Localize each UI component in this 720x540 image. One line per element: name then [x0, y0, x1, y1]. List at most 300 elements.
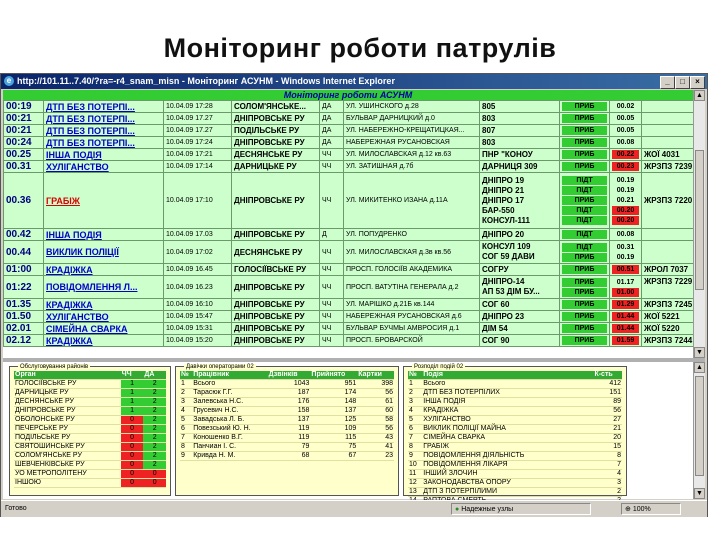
- event-index: 3: [408, 398, 422, 407]
- incident-row[interactable]: [4, 335, 694, 347]
- incident-unit-times: [610, 323, 642, 335]
- event-type-row[interactable]: [408, 434, 622, 443]
- scroll-up-icon[interactable]: ▲: [694, 362, 705, 373]
- event-type-name: СІМЕЙНА СВАРКА: [422, 434, 593, 443]
- patrol-unit: СОГ 90: [482, 335, 510, 345]
- operator-row[interactable]: [180, 398, 394, 407]
- incident-type-link[interactable]: ДТП БЕЗ ПОТЕРПІ...: [44, 113, 164, 125]
- unit-elapsed-time: 00.19: [616, 187, 635, 194]
- incident-units: [480, 264, 560, 276]
- patrol-unit: ДНІПРО 19: [482, 175, 525, 185]
- patrol-status-badge: ПРИБ: [562, 253, 607, 262]
- incident-registrations: [642, 335, 694, 347]
- unit-elapsed-time: 00.05: [616, 115, 635, 122]
- operator-calls: 1043: [268, 380, 311, 389]
- events-panel-title: Розподіл подій 02: [414, 364, 464, 370]
- incident-type-link[interactable]: КРАДІЖКА: [44, 264, 164, 276]
- incident-district: ГОЛОСІЇВСЬКЕ РУ: [232, 264, 320, 276]
- incident-type-link[interactable]: ІНША ПОДІЯ: [44, 149, 164, 161]
- incident-units: [480, 323, 560, 335]
- event-type-row[interactable]: [408, 488, 622, 497]
- column-header: ДА: [143, 371, 166, 380]
- patrol-unit: ДНІПРО 20: [482, 229, 525, 239]
- district-name: ІНШОЮ: [14, 479, 121, 488]
- scroll-up-icon[interactable]: ▲: [694, 90, 705, 101]
- operator-accepted: 174: [310, 389, 357, 398]
- registration-code: ЖОЇ 4031: [644, 149, 680, 159]
- event-type-name: ПОВІДОМЛЕННЯ ЛІКАРЯ: [422, 461, 593, 470]
- incident-statuses: [560, 161, 610, 173]
- event-type-row[interactable]: [408, 398, 622, 407]
- district-cc-count: 0: [121, 443, 144, 452]
- operator-row[interactable]: [180, 434, 394, 443]
- incident-type-link[interactable]: ІНША ПОДІЯ: [44, 229, 164, 241]
- patrol-unit: СОГ 60: [482, 299, 510, 309]
- unit-elapsed-time: 00.31: [616, 243, 635, 251]
- registration-code: ЖОЇ 5220: [644, 323, 680, 333]
- incidents-scrollbar[interactable]: [693, 90, 705, 358]
- zone-label: Надежные узлы: [461, 506, 514, 513]
- zoom-level: 100%: [632, 506, 651, 513]
- district-row[interactable]: [14, 425, 166, 434]
- incident-address: УЛ. НАБЕРЕЖНО-КРЕЩАТИЦКАЯ...: [344, 125, 480, 137]
- unit-elapsed-time: 00.51: [612, 265, 639, 274]
- district-cc-count: 1: [121, 398, 144, 407]
- district-row[interactable]: [14, 452, 166, 461]
- registration-code: [644, 252, 691, 262]
- incident-row[interactable]: [4, 125, 694, 137]
- operator-row[interactable]: [180, 452, 394, 461]
- incident-district: ДЕСНЯНСЬКЕ РУ: [232, 149, 320, 161]
- incident-statuses: [560, 323, 610, 335]
- district-row[interactable]: [14, 407, 166, 416]
- incident-registrations: [642, 264, 694, 276]
- operator-name: Грусевич Н.С.: [192, 407, 267, 416]
- patrol-status-badge: ПРИБ: [562, 312, 607, 321]
- incident-category: ДА: [320, 137, 344, 149]
- incident-category: ДА: [320, 125, 344, 137]
- district-name: СВЯТОШИНСЬКЕ РУ: [14, 443, 121, 452]
- incident-elapsed-time: 00.42: [4, 229, 44, 241]
- patrol-status-badge: ПРИБ: [562, 300, 607, 309]
- incident-datetime: 10.04.09 17:10: [164, 173, 232, 229]
- incident-district: ДНІПРОВСЬКЕ РУ: [232, 323, 320, 335]
- patrol-status-badge: ПРИБ: [562, 336, 607, 345]
- event-type-row[interactable]: [408, 407, 622, 416]
- event-type-row[interactable]: [408, 452, 622, 461]
- incident-unit-times: [610, 113, 642, 125]
- registration-code: [644, 186, 691, 196]
- incident-district: ДНІПРОВСЬКЕ РУ: [232, 137, 320, 149]
- incident-units: [480, 311, 560, 323]
- district-row[interactable]: [14, 416, 166, 425]
- scroll-thumb[interactable]: [695, 150, 704, 290]
- operator-row[interactable]: [180, 443, 394, 452]
- operator-calls: 187: [268, 389, 311, 398]
- district-row[interactable]: [14, 461, 166, 470]
- column-header: Прийнято: [310, 371, 357, 380]
- operator-index: 9: [180, 452, 192, 461]
- operator-row[interactable]: [180, 407, 394, 416]
- unit-elapsed-time: 00.19: [616, 177, 635, 184]
- incident-row[interactable]: [4, 149, 694, 161]
- incident-row[interactable]: [4, 241, 694, 264]
- incident-type-link[interactable]: ПОВІДОМЛЕННЯ Л...: [44, 276, 164, 299]
- unit-elapsed-time: 00.23: [612, 162, 639, 171]
- registration-code: ЖРЗПЗ 7229: [644, 277, 693, 286]
- incident-units: [480, 241, 560, 264]
- unit-elapsed-time: 00.21: [616, 197, 635, 204]
- event-index: 5: [408, 416, 422, 425]
- incident-type-link[interactable]: ДТП БЕЗ ПОТЕРПІ...: [44, 125, 164, 137]
- incident-category: ЧЧ: [320, 241, 344, 264]
- event-index: 13: [408, 488, 422, 497]
- patrol-status-badge: ПРИБ: [562, 126, 607, 135]
- column-header: №: [408, 371, 422, 380]
- incident-elapsed-time: 00.25: [4, 149, 44, 161]
- incident-statuses: [560, 125, 610, 137]
- maximize-button[interactable]: □: [675, 76, 690, 89]
- district-cc-count: 1: [121, 389, 144, 398]
- patrol-unit: ДНІПРО 21: [482, 185, 525, 195]
- incident-row[interactable]: [4, 229, 694, 241]
- district-name: ПОДІЛЬСЬКЕ РУ: [14, 434, 121, 443]
- operator-row[interactable]: [180, 416, 394, 425]
- minimize-button[interactable]: _: [660, 76, 675, 89]
- scroll-down-icon[interactable]: ▼: [694, 347, 705, 358]
- district-da-count: 0: [143, 470, 166, 479]
- event-type-name: ДТП БЕЗ ПОТЕРПІЛИХ: [422, 389, 593, 398]
- registration-code: [644, 138, 691, 148]
- summary-scrollbar[interactable]: [693, 362, 705, 499]
- event-type-row[interactable]: [408, 389, 622, 398]
- district-row[interactable]: [14, 398, 166, 407]
- district-row[interactable]: [14, 479, 166, 488]
- operator-accepted: 137: [310, 407, 357, 416]
- incident-address: УЛ. ЗАТИШНАЯ д.7б: [344, 161, 480, 173]
- incident-type-link[interactable]: ХУЛІГАНСТВО: [44, 161, 164, 173]
- incident-row[interactable]: [4, 264, 694, 276]
- browser-window: [0, 73, 708, 517]
- incident-district: СОЛОМ'ЯНСЬКЕ...: [232, 101, 320, 113]
- registration-code: [644, 230, 691, 240]
- incident-category: ЧЧ: [320, 264, 344, 276]
- patrol-unit: ДНІПРО 23: [482, 311, 525, 321]
- patrol-status-badge: ПІДТ: [562, 176, 607, 185]
- unit-elapsed-time: 01.44: [612, 312, 639, 321]
- table-header-row: [180, 371, 394, 380]
- incident-category: Д: [320, 229, 344, 241]
- incident-registrations: [642, 173, 694, 229]
- event-index: 6: [408, 425, 422, 434]
- incident-statuses: [560, 264, 610, 276]
- incident-type-link[interactable]: ХУЛІГАНСТВО: [44, 311, 164, 323]
- event-type-name: КРАДІЖКА: [422, 407, 593, 416]
- incident-units: [480, 101, 560, 113]
- unit-elapsed-time: 01.17: [616, 278, 635, 286]
- event-type-name: ГРАБІЖ: [422, 443, 593, 452]
- district-cc-count: 0: [121, 470, 144, 479]
- incident-unit-times: [610, 173, 642, 229]
- event-type-row[interactable]: [408, 425, 622, 434]
- incident-datetime: 10.04.09 17:21: [164, 149, 232, 161]
- district-cc-count: 1: [121, 407, 144, 416]
- incident-address: ПРОСП. ВАТУТІНА ГЕНЕРАЛА д.2: [344, 276, 480, 299]
- column-header: Дзвінків: [268, 371, 311, 380]
- unit-elapsed-time: 00.05: [616, 127, 635, 134]
- incident-district: ДНІПРОВСЬКЕ РУ: [232, 299, 320, 311]
- district-name: ДНІПРОВСЬКЕ РУ: [14, 407, 121, 416]
- incident-datetime: 10.04.09 17:28: [164, 101, 232, 113]
- incident-row[interactable]: [4, 173, 694, 229]
- incident-category: ДА: [320, 113, 344, 125]
- incident-district: ПОДІЛЬСЬКЕ РУ: [232, 125, 320, 137]
- patrol-status-badge: ПРИБ: [562, 138, 607, 147]
- patrol-status-badge: ПРИБ: [562, 196, 607, 205]
- registration-code: [644, 126, 691, 136]
- district-row[interactable]: [14, 389, 166, 398]
- district-cc-count: 0: [121, 479, 144, 488]
- incident-address: УЛ. МИКИТЕНКО ИЗАНА д.11А: [344, 173, 480, 229]
- operator-accepted: 75: [310, 443, 357, 452]
- incident-elapsed-time: 02.01: [4, 323, 44, 335]
- event-count: 89: [593, 398, 622, 407]
- incident-statuses: [560, 276, 610, 299]
- event-type-row[interactable]: [408, 461, 622, 470]
- patrol-unit: 803: [482, 137, 496, 147]
- unit-elapsed-time: 00.08: [616, 139, 635, 146]
- incident-registrations: [642, 149, 694, 161]
- incidents-pane: [3, 90, 705, 358]
- close-button[interactable]: ×: [690, 76, 705, 89]
- district-name: ДЕСНЯНСЬКЕ РУ: [14, 398, 121, 407]
- incident-row[interactable]: [4, 311, 694, 323]
- operator-name: Кривда Н. М.: [192, 452, 267, 461]
- event-index: 1: [408, 380, 422, 389]
- district-da-count: 0: [143, 479, 166, 488]
- event-type-name: ХУЛІГАНСТВО: [422, 416, 593, 425]
- incident-address: УЛ. МАРІШКО д.21Б кв.144: [344, 299, 480, 311]
- incident-type-link[interactable]: ДТП БЕЗ ПОТЕРПІ...: [44, 137, 164, 149]
- district-name: СОЛОМ'ЯНСЬКЕ РУ: [14, 452, 121, 461]
- incident-elapsed-time: 01:22: [4, 276, 44, 299]
- incident-elapsed-time: 00:21: [4, 125, 44, 137]
- incident-statuses: [560, 311, 610, 323]
- zoom-icon: ⊕: [625, 506, 633, 513]
- patrol-status-badge: ПРИБ: [562, 265, 607, 274]
- incident-registrations: [642, 311, 694, 323]
- incident-row[interactable]: [4, 299, 694, 311]
- district-row[interactable]: [14, 380, 166, 389]
- event-count: 3: [593, 479, 622, 488]
- incident-row[interactable]: [4, 161, 694, 173]
- district-cc-count: 1: [121, 380, 144, 389]
- operator-row[interactable]: [180, 380, 394, 389]
- patrol-unit: СОГРУ: [482, 264, 509, 274]
- incident-type-link[interactable]: КРАДІЖКА: [44, 335, 164, 347]
- status-bar: [1, 500, 707, 517]
- incident-row[interactable]: [4, 137, 694, 149]
- operator-cards: 23: [357, 452, 394, 461]
- event-count: 27: [593, 416, 622, 425]
- district-cc-count: 0: [121, 461, 144, 470]
- incident-statuses: [560, 101, 610, 113]
- operator-cards: 61: [357, 398, 394, 407]
- incident-registrations: [642, 113, 694, 125]
- patrol-status-badge: ПРИБ: [562, 150, 607, 159]
- event-type-name: ПОВІДОМЛЕННЯ ДІЯЛЬНІСТЬ: [422, 452, 593, 461]
- scroll-down-icon[interactable]: ▼: [694, 488, 705, 499]
- event-type-row[interactable]: [408, 380, 622, 389]
- incident-registrations: [642, 161, 694, 173]
- event-index: 12: [408, 479, 422, 488]
- incident-row[interactable]: [4, 276, 694, 299]
- registration-code: ЖОЇ 5221: [644, 311, 680, 321]
- incident-unit-times: [610, 229, 642, 241]
- incident-row[interactable]: [4, 113, 694, 125]
- operator-accepted: 115: [310, 434, 357, 443]
- incident-elapsed-time: 00:24: [4, 137, 44, 149]
- incident-type-link[interactable]: КРАДІЖКА: [44, 299, 164, 311]
- unit-elapsed-time: 01.29: [612, 300, 639, 309]
- operators-table: [180, 371, 394, 461]
- event-count: 412: [593, 380, 622, 389]
- operator-index: 4: [180, 407, 192, 416]
- zoom-control[interactable]: [621, 503, 681, 515]
- operator-index: 2: [180, 389, 192, 398]
- patrol-unit: ПНР "КОНОУ: [482, 149, 533, 159]
- incident-category: ЧЧ: [320, 311, 344, 323]
- patrol-unit: 807: [482, 125, 496, 135]
- incident-unit-times: [610, 101, 642, 113]
- event-index: 10: [408, 461, 422, 470]
- district-row[interactable]: [14, 470, 166, 479]
- column-header: Подія: [422, 371, 593, 380]
- operators-panel: [175, 366, 399, 496]
- incident-address: БУЛЬВАР ДАРНИЦКИЙ д.0: [344, 113, 480, 125]
- event-index: 4: [408, 407, 422, 416]
- district-da-count: 2: [143, 425, 166, 434]
- operator-cards: 56: [357, 425, 394, 434]
- operator-row[interactable]: [180, 425, 394, 434]
- incident-statuses: [560, 241, 610, 264]
- incident-statuses: [560, 149, 610, 161]
- operator-cards: 56: [357, 389, 394, 398]
- registration-code: ЖРЗПЗ 7220: [644, 195, 693, 205]
- column-header: №: [180, 371, 192, 380]
- operator-name: Коношенко В.Г.: [192, 434, 267, 443]
- event-index: 9: [408, 452, 422, 461]
- incident-row[interactable]: [4, 323, 694, 335]
- district-row[interactable]: [14, 443, 166, 452]
- security-zone[interactable]: [451, 503, 591, 515]
- incident-datetime: 10.04.09 15:20: [164, 335, 232, 347]
- registration-code: [644, 176, 691, 186]
- column-header: Орган: [14, 371, 121, 380]
- incident-category: ЧЧ: [320, 173, 344, 229]
- patrol-status-badge: ПРИБ: [562, 278, 607, 287]
- incident-unit-times: [610, 161, 642, 173]
- patrol-unit: ДАРНИЦЯ 309: [482, 161, 538, 171]
- patrol-unit: ДІМ 54: [482, 323, 508, 333]
- incident-type-link[interactable]: ВИКЛИК ПОЛІЦІЇ: [44, 241, 164, 264]
- district-da-count: 2: [143, 389, 166, 398]
- event-index: 8: [408, 443, 422, 452]
- unit-elapsed-time: 01.44: [612, 324, 639, 333]
- patrol-status-badge: ПРИБ: [562, 102, 607, 111]
- incident-elapsed-time: 02.12: [4, 335, 44, 347]
- window-title: http://101.11..7.40/?ra=-r4_snam_misn - Моніторинг АСУНМ - Windows Internet Explorer: [17, 76, 395, 86]
- incident-datetime: 10.04.09 17.27: [164, 113, 232, 125]
- patrol-status-badge: ПІДТ: [562, 216, 607, 225]
- incident-units: [480, 299, 560, 311]
- patrol-unit: БАР-550: [482, 205, 515, 215]
- incident-type-link[interactable]: СІМЕЙНА СВАРКА: [44, 323, 164, 335]
- incident-datetime: 10.04.09 16:10: [164, 299, 232, 311]
- unit-elapsed-time: 00.19: [616, 253, 635, 261]
- incident-unit-times: [610, 299, 642, 311]
- unit-elapsed-time: 01.00: [612, 288, 639, 297]
- patrol-unit: 803: [482, 113, 496, 123]
- incident-row[interactable]: [4, 101, 694, 113]
- registration-code: [644, 216, 691, 226]
- event-type-row[interactable]: [408, 470, 622, 479]
- incident-unit-times: [610, 149, 642, 161]
- operator-row[interactable]: [180, 389, 394, 398]
- event-type-row[interactable]: [408, 479, 622, 488]
- incident-statuses: [560, 335, 610, 347]
- incident-type-link[interactable]: ДТП БЕЗ ПОТЕРПІ...: [44, 101, 164, 113]
- incident-type-link[interactable]: ГРАБІЖ: [44, 173, 164, 229]
- event-type-row[interactable]: [408, 416, 622, 425]
- event-count: 8: [593, 452, 622, 461]
- incident-units: [480, 161, 560, 173]
- operator-index: 3: [180, 398, 192, 407]
- district-row[interactable]: [14, 434, 166, 443]
- event-type-name: Всього: [422, 380, 593, 389]
- scroll-thumb[interactable]: [695, 376, 704, 476]
- incident-district: ДНІПРОВСЬКЕ РУ: [232, 173, 320, 229]
- incident-datetime: 10.04.09 17:14: [164, 161, 232, 173]
- event-count: 7: [593, 461, 622, 470]
- events-table: [408, 371, 622, 506]
- incident-district: ДАРНИЦЬКЕ РУ: [232, 161, 320, 173]
- incident-datetime: 10.04.09 16.45: [164, 264, 232, 276]
- operator-calls: 158: [268, 407, 311, 416]
- operator-accepted: 148: [310, 398, 357, 407]
- incident-registrations: [642, 137, 694, 149]
- event-type-row[interactable]: [408, 443, 622, 452]
- operator-calls: 119: [268, 425, 311, 434]
- incident-category: ЧЧ: [320, 276, 344, 299]
- incident-registrations: [642, 241, 694, 264]
- page-content: [3, 90, 705, 499]
- incident-district: ДЕСНЯНСЬКЕ РУ: [232, 241, 320, 264]
- operator-index: 1: [180, 380, 192, 389]
- district-da-count: 2: [143, 416, 166, 425]
- column-header: Картки: [357, 371, 394, 380]
- district-name: ОБОЛОНСЬКЕ РУ: [14, 416, 121, 425]
- ie-logo-icon: e: [4, 76, 14, 86]
- operators-panel-title: Давічки операторами 02: [186, 364, 254, 370]
- operator-cards: 58: [357, 416, 394, 425]
- summary-pane: [3, 362, 705, 499]
- event-count: 4: [593, 470, 622, 479]
- incident-district: ДНІПРОВСЬКЕ РУ: [232, 311, 320, 323]
- unit-elapsed-time: 00.22: [612, 150, 639, 159]
- patrol-status-badge: ПІДТ: [562, 230, 607, 239]
- table-header-row: [14, 371, 166, 380]
